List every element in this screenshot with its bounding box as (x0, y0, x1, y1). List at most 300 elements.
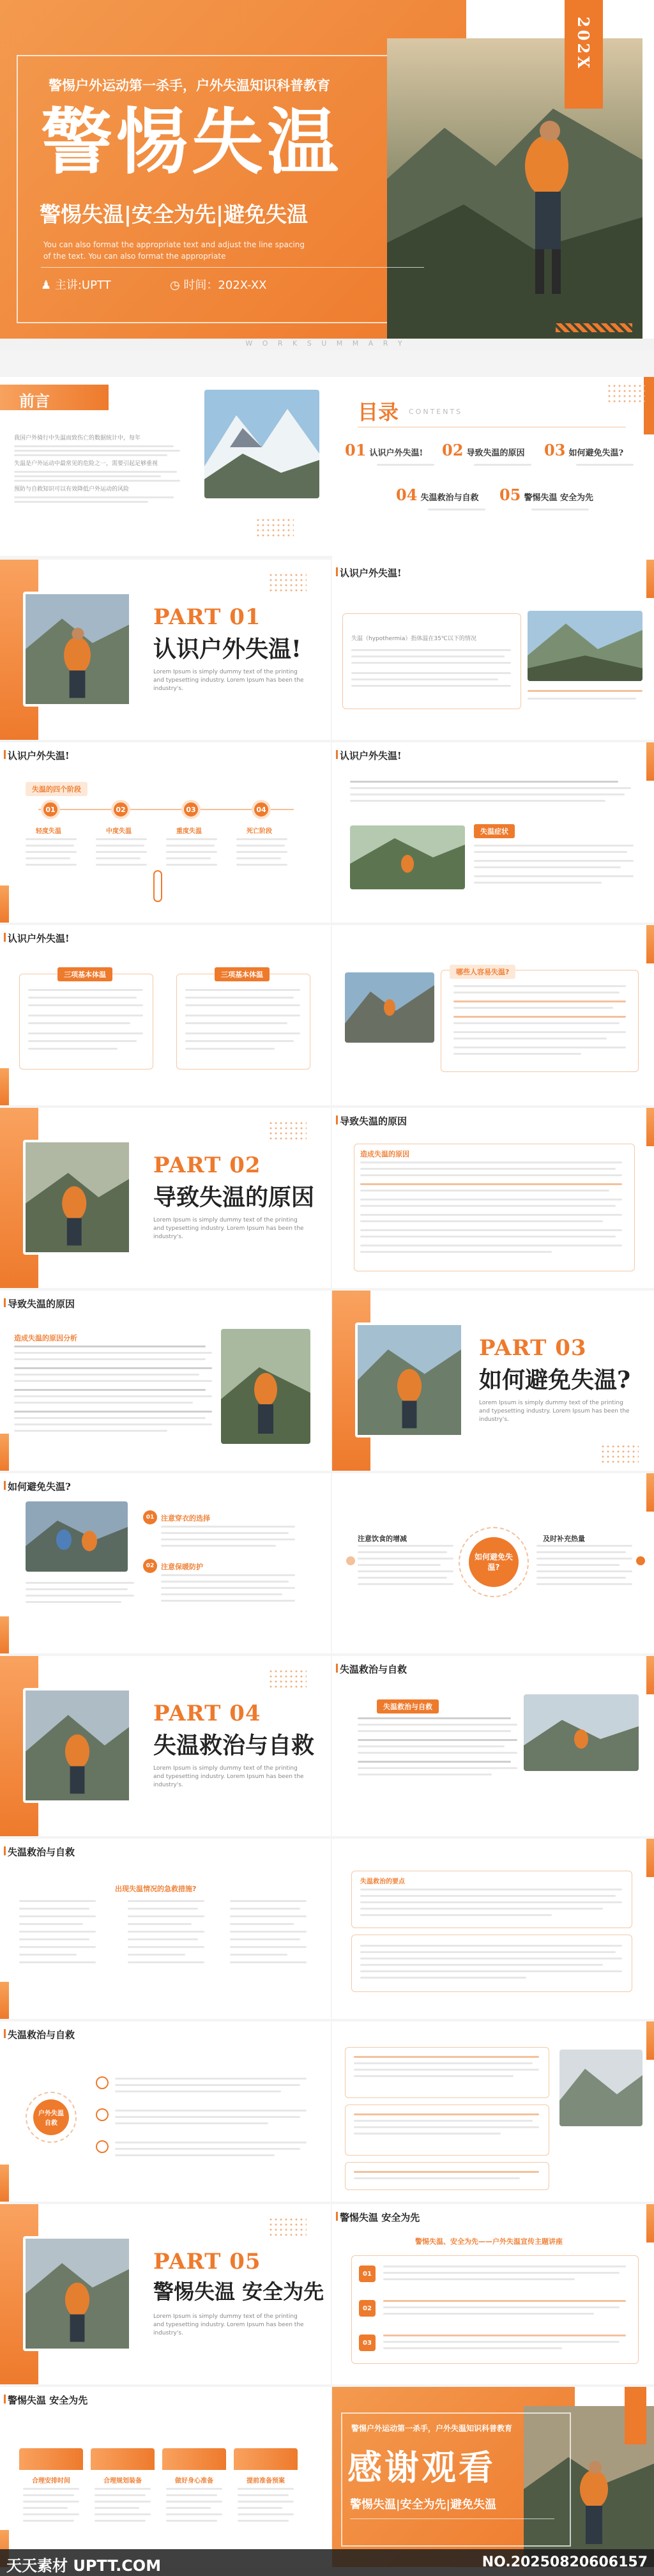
part05-slide (0, 2204, 331, 2384)
step-dot (96, 2076, 109, 2089)
cover-watermark: W O R K S U M M A R Y (245, 339, 406, 348)
text-placeholder-line (96, 845, 144, 847)
part-number: PART 05 (153, 2249, 261, 2274)
slide-s2 (332, 560, 654, 740)
part-desc: Lorem Ipsum is simply dummy text of the printing and typesetting industry. Lorem Ipsum has been the industry's. (153, 1765, 304, 1788)
text-placeholder-line (453, 985, 626, 987)
text-placeholder-line (23, 2501, 79, 2503)
part03-photo (355, 1322, 464, 1438)
part-title: 如何避免失温? (479, 1367, 631, 1393)
text-placeholder-line (354, 2171, 539, 2173)
text-placeholder-line (26, 845, 74, 847)
clock-icon: ◷ (170, 279, 184, 292)
text-placeholder-line (383, 2300, 626, 2302)
text-placeholder-line (351, 656, 505, 657)
thanks-divider (350, 2518, 554, 2519)
slide-s7b (332, 1473, 654, 1653)
text-placeholder-line (474, 875, 634, 877)
toc-label: 如何避免失温? (568, 448, 624, 458)
text-placeholder-line (28, 1048, 118, 1050)
text-placeholder-line (19, 1931, 96, 1933)
text-placeholder-line (166, 2513, 222, 2515)
cover-time (170, 276, 267, 293)
content-box (345, 2162, 549, 2190)
text-placeholder-line (238, 2507, 282, 2509)
hiker-photo (221, 1329, 310, 1444)
text-placeholder-line (128, 1961, 204, 1963)
text-placeholder-line (115, 2116, 300, 2118)
text-placeholder-line (230, 1946, 307, 1948)
card-title: 合理规划装备 (103, 2478, 142, 2485)
toc-item-5[interactable] (499, 486, 593, 504)
text-placeholder-line (358, 1577, 447, 1579)
text-placeholder-line (185, 989, 300, 991)
text-placeholder-line (360, 1958, 622, 1959)
item-label: 注意饮食的增减 (358, 1535, 407, 1543)
text-placeholder-line (161, 1532, 289, 1534)
text-placeholder-line (360, 1945, 622, 1947)
text-placeholder-line (14, 1423, 212, 1425)
text-placeholder-line (95, 2507, 139, 2509)
text-placeholder-line (14, 1417, 206, 1419)
text-placeholder-line (474, 860, 634, 862)
text-placeholder-line (536, 1564, 620, 1566)
text-placeholder-line (128, 1946, 204, 1948)
text-placeholder-line (14, 501, 148, 503)
stage-label: 重度失温 (176, 828, 202, 835)
text-placeholder-line (351, 685, 511, 687)
hikers-photo (350, 825, 465, 889)
text-placeholder-line (360, 1895, 616, 1897)
text-placeholder-line (14, 1430, 167, 1432)
text-placeholder-line (96, 857, 141, 859)
corner-accent (646, 1108, 654, 1146)
content-box (176, 974, 310, 1070)
section-tag: 三项基本体温 (215, 967, 270, 981)
text-placeholder-line (358, 1564, 441, 1566)
text-placeholder-line (238, 2520, 289, 2522)
text-placeholder-line (358, 1583, 453, 1585)
toc-num: 04 (396, 486, 418, 504)
list-num: 03 (359, 2334, 376, 2351)
text-placeholder-line (351, 672, 511, 674)
text-placeholder-line (14, 454, 167, 456)
text-placeholder-line (161, 1574, 295, 1576)
part-desc: Lorem Ipsum is simply dummy text of the printing and typesetting industry. Lorem Ipsum has been the industry's. (153, 669, 304, 692)
center-circle: 户外失温自救 (33, 2099, 69, 2135)
text-placeholder-line (531, 509, 589, 510)
text-placeholder-line (26, 851, 77, 853)
text-placeholder-line (26, 1595, 134, 1597)
text-placeholder-line (453, 992, 620, 993)
text-placeholder-line (14, 450, 180, 452)
part03-slide (332, 1291, 654, 1471)
text-placeholder-line (230, 1931, 307, 1933)
dot-pattern (600, 1444, 639, 1463)
text-placeholder-line (166, 2501, 222, 2503)
toc-label: 认识户外失温! (369, 448, 423, 458)
footer-right: NO.20250820606157 (482, 2554, 648, 2570)
section-tag: 哪些人容易失温? (450, 965, 515, 979)
text-placeholder-line (377, 464, 434, 466)
text-placeholder-line (19, 1946, 96, 1948)
text-placeholder-line (474, 882, 602, 884)
preface-text (14, 434, 186, 505)
toc-item-1[interactable] (345, 441, 423, 459)
text-placeholder-line (453, 1046, 626, 1048)
cover-slogan: 警惕失温|安全为先|避免失温 (40, 202, 308, 227)
text-placeholder-line (358, 1730, 511, 1732)
thanks-slide (332, 2387, 654, 2567)
text-placeholder-line (474, 845, 634, 847)
corner-accent (646, 560, 654, 598)
part04-slide (0, 1656, 331, 1836)
text-placeholder-line (536, 1570, 632, 1572)
footer-left: 天天素材 UPTT.COM (6, 2557, 162, 2575)
text-placeholder-line (350, 800, 605, 802)
text-placeholder-line (128, 1908, 198, 1910)
text-placeholder-line (358, 1752, 517, 1754)
text-placeholder-line (185, 1040, 294, 1042)
stage-circle: 03 (181, 800, 201, 819)
hiker-photo (524, 1694, 639, 1771)
cover-speaker (41, 276, 111, 293)
corner-accent (646, 2021, 654, 2060)
thanks-sub: 警惕失温|安全为先|避免失温 (350, 2498, 497, 2511)
text-placeholder-line (96, 838, 147, 840)
text-placeholder-line (115, 2110, 307, 2112)
text-placeholder-line (161, 1581, 289, 1583)
text-placeholder-line (28, 997, 137, 999)
text-placeholder-line (453, 1031, 626, 1033)
thanks-year-strip (625, 2387, 646, 2444)
toc-num: 02 (442, 441, 464, 459)
text-placeholder-line (453, 1016, 626, 1018)
text-placeholder-line (14, 1358, 206, 1360)
text-placeholder-line (166, 838, 217, 840)
side-dot (636, 1556, 645, 1565)
text-placeholder-line (360, 1908, 603, 1910)
text-placeholder-line (115, 2148, 300, 2150)
text-placeholder-line (383, 2313, 594, 2315)
text-placeholder-line (161, 1600, 295, 1602)
text-placeholder-line (354, 2062, 533, 2064)
text-placeholder-line (185, 1004, 300, 1006)
item-label: 注意穿衣的选择 (161, 1514, 210, 1522)
side-dot (346, 1556, 355, 1565)
text-placeholder-line (383, 2278, 575, 2280)
dot-pattern (268, 2217, 307, 2236)
text-placeholder-line (474, 464, 531, 466)
text-placeholder-line (19, 1961, 96, 1963)
text-placeholder-line (26, 1582, 134, 1584)
slide-header: 如何避免失温? (8, 1481, 71, 1492)
text-placeholder-line (358, 1761, 511, 1763)
section-tag: 失温的四个阶段 (26, 782, 87, 796)
text-placeholder-line (360, 1914, 552, 1916)
text-placeholder-line (128, 1954, 185, 1956)
toc-label: 失温救治与自救 (420, 493, 479, 503)
text-placeholder-line (128, 1915, 204, 1917)
part04-photo (23, 1688, 132, 1803)
text-placeholder-line (528, 698, 636, 700)
cover-divider (41, 267, 424, 268)
slide-s4 (0, 925, 331, 1105)
text-placeholder-line (238, 2513, 294, 2515)
slide-s3 (0, 742, 331, 923)
text-placeholder-line (14, 1380, 212, 1382)
cover-stripes (556, 323, 632, 332)
slide-header: 认识户外失温! (8, 750, 70, 762)
text-placeholder-line (230, 1938, 300, 1940)
text-placeholder-line (536, 1545, 632, 1547)
part-title: 失温救治与自救 (153, 1732, 315, 1759)
part-desc: Lorem Ipsum is simply dummy text of the printing and typesetting industry. Lorem Ipsum has been the industry's. (153, 2313, 304, 2336)
text-placeholder-line (95, 2488, 151, 2490)
text-placeholder-line (474, 851, 627, 853)
text-placeholder-line (453, 1022, 620, 1024)
part-title: 导致失温的原因 (153, 1184, 315, 1211)
text-placeholder-line (161, 1538, 295, 1540)
text-placeholder-line (358, 1551, 447, 1553)
text-placeholder-line (19, 1900, 96, 1902)
text-placeholder-line (115, 2122, 268, 2124)
item-num: 01 (143, 1510, 157, 1524)
slide-s12 (0, 2387, 331, 2567)
list-num: 01 (359, 2266, 376, 2282)
text-placeholder-line (360, 1236, 616, 1238)
text-placeholder-line (536, 1551, 626, 1553)
preface-paragraph: 失温是户外运动中最常见的危险之一，需要引起足够重视 (14, 461, 158, 467)
item-label: 注意保暖防护 (161, 1563, 203, 1571)
toc-label: 导致失温的原因 (466, 448, 525, 458)
text-placeholder-line (383, 2272, 620, 2274)
text-placeholder-line (95, 2520, 146, 2522)
text-placeholder-line (453, 1000, 626, 1002)
toc-item-3[interactable] (544, 441, 623, 459)
text-placeholder-line (453, 1053, 581, 1055)
corner-accent (0, 1616, 9, 1653)
cover-note: You can also format the appropriate text and adjust the line spacing of the text. You can also format the appropriate (43, 240, 305, 261)
text-placeholder-line (428, 509, 485, 510)
slide-s5 (332, 1108, 654, 1288)
text-placeholder-line (230, 1923, 294, 1925)
preface-label-bg (0, 385, 109, 410)
text-placeholder-line (115, 2090, 281, 2092)
text-placeholder-line (14, 480, 180, 482)
cover-title: 警惕失温 (41, 100, 342, 184)
toc-item-4[interactable] (396, 486, 479, 504)
text-placeholder-line (23, 2513, 79, 2515)
slide-s6 (0, 1291, 331, 1471)
text-placeholder-line (19, 1915, 96, 1917)
text-placeholder-line (95, 2501, 151, 2503)
slide-header: 导致失温的原因 (340, 1116, 407, 1127)
text-placeholder-line (351, 649, 511, 651)
text-placeholder-line (14, 1352, 212, 1354)
dot-pattern (268, 1669, 307, 1688)
section-tag: 失温症状 (474, 824, 515, 838)
stage-circle: 04 (252, 800, 271, 819)
slide-header: 认识户外失温! (340, 567, 402, 579)
part05-photo (23, 2236, 132, 2351)
text-placeholder-line (350, 787, 631, 789)
text-placeholder-line (26, 1588, 128, 1590)
box-heading: 出现失温情况的急救措施? (115, 1885, 197, 1893)
text-placeholder-line (28, 1040, 137, 1042)
text-placeholder-line (360, 1889, 622, 1890)
dot-pattern (255, 518, 294, 537)
text-placeholder-line (358, 1739, 517, 1741)
item-num: 02 (143, 1559, 157, 1573)
text-placeholder-line (28, 989, 143, 991)
slide-header: 警惕失温 安全为先 (8, 2395, 88, 2406)
text-placeholder-line (354, 2126, 539, 2128)
text-placeholder-line (185, 997, 294, 999)
group-photo (26, 1501, 128, 1572)
text-placeholder-line (536, 1558, 632, 1560)
text-placeholder-line (166, 851, 217, 853)
slide-s11 (332, 2204, 654, 2384)
cover-speaker-text: 主讲:UPTT (54, 279, 111, 292)
text-placeholder-line (26, 864, 77, 866)
text-placeholder-line (161, 1587, 295, 1589)
text-placeholder-line (230, 1915, 307, 1917)
content-box (351, 1935, 632, 1992)
text-placeholder-line (26, 857, 70, 859)
toc-corner-bar (644, 377, 654, 434)
text-placeholder-line (360, 1168, 616, 1170)
stage-label: 死亡阶段 (247, 828, 272, 835)
text-placeholder-line (354, 2075, 513, 2077)
preface-paragraph: 我国户外骑行中失温而致伤亡的数据统计中，每年 (14, 435, 141, 441)
text-placeholder-line (453, 1038, 607, 1039)
slide-header: 失温救治与自救 (8, 2029, 75, 2041)
corner-accent (646, 2204, 654, 2242)
text-placeholder-line (14, 1402, 193, 1404)
section-tag: 失温救治与自救 (377, 1699, 439, 1713)
text-placeholder-line (23, 2507, 68, 2509)
toc-item-2[interactable] (442, 441, 525, 459)
text-placeholder-line (128, 1923, 192, 1925)
text-placeholder-line (185, 1015, 300, 1016)
text-placeholder-line (14, 1367, 212, 1369)
text-placeholder-line (360, 1183, 622, 1185)
content-box (19, 974, 153, 1070)
text-placeholder-line (26, 838, 77, 840)
text-placeholder-line (528, 690, 643, 692)
text-placeholder-line (23, 2494, 74, 2496)
text-placeholder-line (14, 475, 161, 477)
text-placeholder-line (360, 1174, 622, 1176)
slide-header: 警惕失温 安全为先 (340, 2212, 420, 2223)
section-tag: 三项基本体温 (57, 967, 112, 981)
preface-slide (0, 377, 332, 556)
card-header (91, 2448, 155, 2470)
stage-circle: 01 (41, 800, 60, 819)
text-placeholder-line (115, 2142, 307, 2143)
text-placeholder-line (19, 1923, 83, 1925)
text-placeholder-line (185, 1048, 275, 1050)
text-placeholder-line (360, 1162, 622, 1163)
text-placeholder-line (360, 1205, 616, 1207)
text-placeholder-line (128, 1900, 204, 1902)
text-placeholder-line (236, 845, 285, 847)
text-placeholder-line (360, 1229, 622, 1231)
text-placeholder-line (354, 2120, 533, 2122)
slide-header: 认识户外失温! (8, 933, 70, 944)
box-heading: 失温救治的要点 (360, 1878, 405, 1885)
part-title: 警惕失温 安全为先 (153, 2280, 324, 2304)
stage-label: 中度失温 (106, 828, 132, 835)
text-placeholder-line (14, 445, 174, 447)
text-placeholder-line (576, 464, 634, 466)
text-placeholder-line (166, 2494, 217, 2496)
text-placeholder-line (28, 1015, 143, 1016)
text-placeholder-line (166, 2507, 211, 2509)
box-heading: 造成失温的原因分析 (14, 1334, 77, 1342)
mountain-photo (559, 2050, 643, 2126)
text-placeholder-line (238, 2488, 294, 2490)
part-title: 认识户外失温! (153, 636, 301, 663)
text-placeholder-line (354, 2133, 501, 2135)
text-placeholder-line (360, 1964, 603, 1966)
toc-slide (332, 377, 654, 562)
content-box (342, 613, 521, 709)
text-placeholder-line (360, 1220, 603, 1222)
stage-label: 轻度失温 (36, 828, 61, 835)
text-placeholder-line (185, 1022, 287, 1024)
text-placeholder-line (23, 2520, 74, 2522)
text-placeholder-line (236, 857, 281, 859)
text-placeholder-line (351, 678, 498, 680)
text-placeholder-line (474, 866, 621, 868)
text-placeholder-line (358, 1724, 517, 1726)
cover-slide (0, 0, 654, 350)
slide-s7 (0, 1473, 331, 1653)
text-placeholder-line (354, 2113, 539, 2115)
content-box (345, 2047, 549, 2098)
text-placeholder-line (14, 1346, 206, 1347)
part02-slide (0, 1108, 331, 1288)
climber-photo (345, 972, 434, 1043)
text-placeholder-line (358, 1558, 453, 1560)
text-placeholder-line (358, 1717, 511, 1719)
preface-label: 前言 (19, 392, 50, 410)
text-placeholder-line (230, 1954, 287, 1956)
dot-pattern (268, 1121, 307, 1140)
text-placeholder-line (350, 781, 618, 783)
stage-circle: 02 (111, 800, 130, 819)
slide-s4b (332, 925, 654, 1105)
text-placeholder-line (166, 845, 215, 847)
text-placeholder-line (360, 1901, 622, 1903)
corner-accent (0, 1982, 9, 2019)
step-dot (96, 2108, 109, 2121)
cover-subtitle: 警惕户外运动第一杀手，户外失温知识科普教育 (49, 77, 330, 93)
text-placeholder-line (19, 1954, 77, 1956)
text-placeholder-line (14, 1389, 206, 1391)
card-title: 提前准备预案 (247, 2478, 285, 2485)
text-placeholder-line (28, 1022, 130, 1024)
box-text: 失温（hypothermia）指体温在35℃以下的情况 (351, 636, 476, 642)
card-title: 做好身心准备 (175, 2478, 213, 2485)
toc-num: 01 (345, 441, 367, 459)
corner-accent (646, 1839, 654, 1877)
text-placeholder-line (453, 1007, 613, 1009)
part-number: PART 04 (153, 1701, 261, 1726)
text-placeholder-line (360, 1190, 609, 1192)
